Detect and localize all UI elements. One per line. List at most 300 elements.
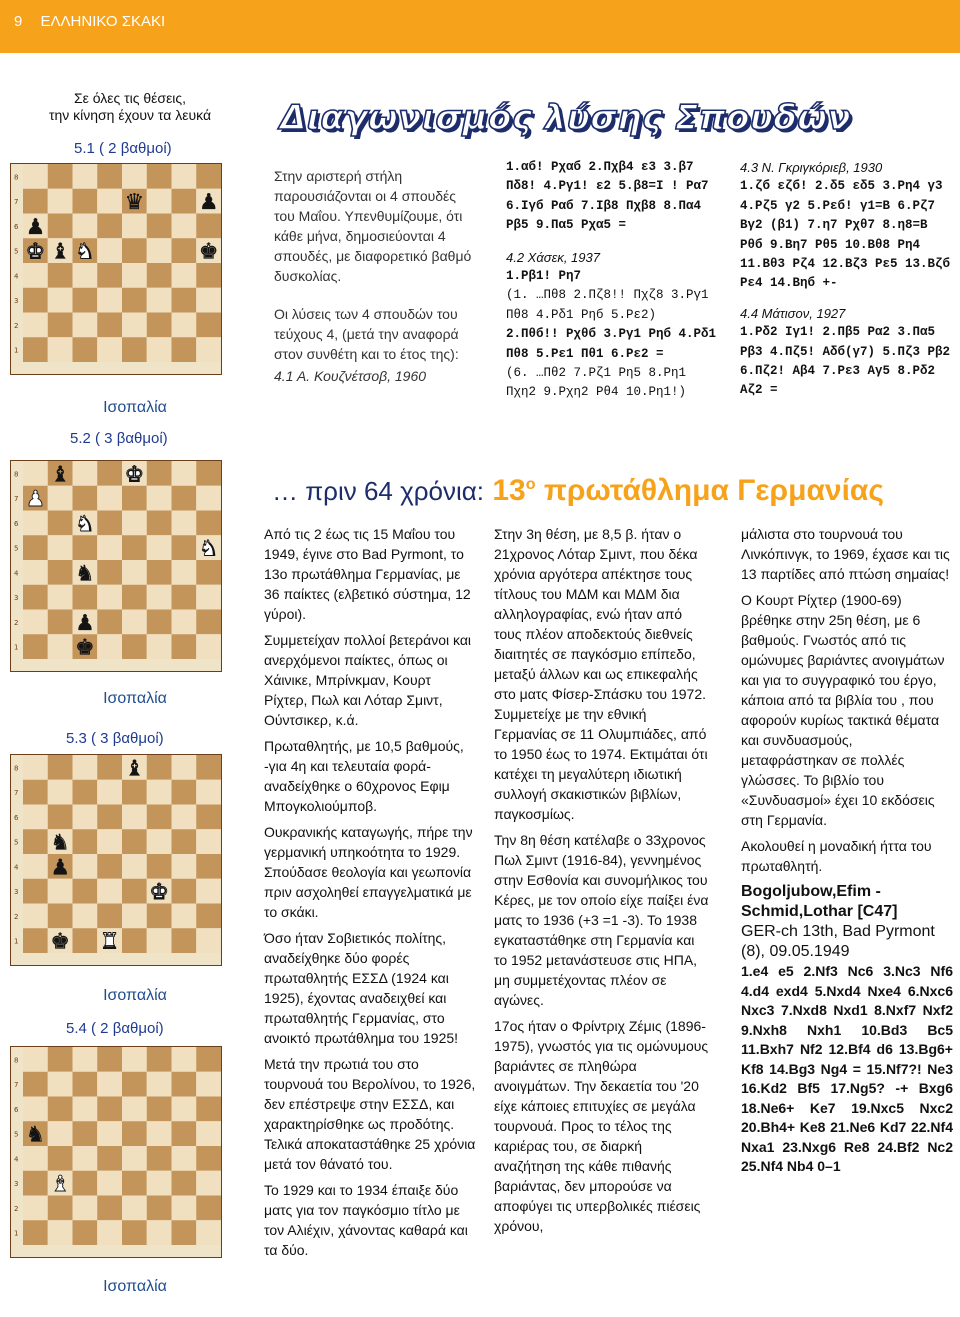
board-square [172, 1121, 197, 1146]
article-paragraph: Μετά την πρωτιά του στο τουρνουά του Βερολίνου, το 1926, δεν επέστρεψε στην ΕΣΣΔ, και χαρακτηρίσθηκε ως προδότης. Τελικά αποκαταστάθηκε 25 χρόνια μετά τον θάνατό του. [264, 1056, 476, 1172]
board-square [122, 313, 147, 338]
board-square [73, 1196, 98, 1221]
board-square [23, 313, 48, 338]
board-square [172, 461, 197, 486]
article-paragraph: Ουκρανικής καταγωγής, πήρε την γερμανική υπηκοότητα το 1929. Σπούδασε θεολογία και γεωπονία πριν ασχοληθεί επαγγελματικά με το σκάκι. [264, 824, 473, 920]
board-square [73, 854, 98, 879]
article-paragraph: Όσο ήταν Σοβιετικός πολίτης, αναδείχθηκε δύο φορές πρωταθλητής ΕΣΣΔ (1924 και 1925), έχοντας αναδειχθεί και πρωταθλητής Γερμανίας, στο ανοικτό πρωτάθλημα του 1925! [264, 930, 459, 1046]
rank-label: 2 [14, 321, 19, 330]
board-square [172, 238, 197, 263]
board-square [196, 1171, 221, 1196]
board-square [97, 1097, 122, 1122]
rank-label: 5 [14, 247, 19, 256]
running-header [14, 13, 165, 30]
board-square [147, 164, 172, 189]
board-square [97, 1121, 122, 1146]
board-square [122, 1097, 147, 1122]
board-square [23, 904, 48, 929]
article-paragraph: Πρωταθλητής, με 10,5 βαθμούς, -για 4η και τελευταία φορά- αναδείχθηκε ο 60χρονος Εφιμ Μπογκολιούμποβ. [264, 738, 464, 814]
contest-title: Διαγωνισμός λύσης Σπουδών [280, 98, 852, 138]
board-square [73, 461, 98, 486]
board-square [196, 904, 221, 929]
board-square [147, 854, 172, 879]
board-svg [11, 1047, 221, 1257]
rank-label: 3 [14, 594, 19, 603]
board-square [147, 904, 172, 929]
board-square [48, 585, 73, 610]
solution-heading: 4.2 Χάσεκ, 1937 [506, 249, 600, 265]
board-square [97, 263, 122, 288]
board-square [73, 780, 98, 805]
board-square [73, 1171, 98, 1196]
board-square [147, 560, 172, 585]
board-square [48, 1196, 73, 1221]
board-square [147, 829, 172, 854]
board-square [172, 879, 197, 904]
board-square [73, 805, 98, 830]
board-square [23, 805, 48, 830]
rank-label: 6 [14, 222, 19, 231]
board-square [48, 634, 73, 659]
board-square [196, 755, 221, 780]
board-square [48, 755, 73, 780]
black-king-piece: ♚ [50, 929, 70, 955]
board-square [48, 511, 73, 536]
rank-label: 1 [14, 346, 19, 355]
board-square [122, 560, 147, 585]
board-square [48, 1097, 73, 1122]
board-square [97, 879, 122, 904]
board-square [147, 585, 172, 610]
board-square [147, 337, 172, 362]
study-label-4: 5.4 ( 2 βαθμοί) [66, 1020, 164, 1037]
board-square [147, 288, 172, 313]
rank-label: 4 [14, 863, 19, 872]
board-square [97, 560, 122, 585]
board-square [23, 755, 48, 780]
board-square [196, 560, 221, 585]
board-square [147, 238, 172, 263]
board-square [196, 879, 221, 904]
board-square [97, 1072, 122, 1097]
rank-label: 6 [14, 519, 19, 528]
board-square [122, 904, 147, 929]
board-square [97, 634, 122, 659]
magazine-name: ΕΛΛΗΝΙΚΟ ΣΚΑΚΙ [40, 13, 166, 30]
board-square [48, 560, 73, 585]
board-square [73, 755, 98, 780]
board-square [48, 214, 73, 239]
board-square [172, 829, 197, 854]
board-square [196, 634, 221, 659]
board-square [23, 1196, 48, 1221]
study-result: Ισοπαλία [103, 987, 167, 1004]
rank-label: 8 [14, 470, 19, 479]
board-square [196, 1121, 221, 1146]
board-square [23, 1097, 48, 1122]
white-rook-piece: ♜ [99, 929, 120, 955]
rank-label: 8 [14, 1056, 19, 1065]
article-paragraph: Το 1929 και το 1934 έπαιξε δύο ματς για τον παγκόσμιο τίτλο με τον Αλιέχιν, χάνοντας καθαρά και τα δύο. [264, 1182, 468, 1258]
board-square [147, 1121, 172, 1146]
article-title-rest: πρωτάθλημα Γερμανίας [543, 474, 884, 507]
black-king-piece: ♚ [75, 635, 95, 661]
board-square [97, 1047, 122, 1072]
chess-board [10, 163, 222, 375]
board-square [73, 486, 98, 511]
rank-label: 3 [14, 1180, 19, 1189]
board-square [122, 1220, 147, 1245]
board-square [97, 511, 122, 536]
rank-label: 7 [14, 198, 19, 207]
rank-label: 6 [14, 1105, 19, 1114]
board-square [147, 1047, 172, 1072]
solution-heading: 4.3 Ν. Γκριγκόριεβ, 1930 [740, 160, 883, 175]
board-square [196, 1196, 221, 1221]
board-square [97, 1220, 122, 1245]
black-knight-piece: ♞ [50, 830, 70, 856]
board-square [23, 560, 48, 585]
board-square [147, 263, 172, 288]
page-number: 9 [14, 13, 23, 30]
board-square [23, 928, 48, 953]
board-square [172, 535, 197, 560]
black-knight-piece: ♞ [75, 561, 95, 587]
board-square [172, 854, 197, 879]
rank-label: 1 [14, 643, 19, 652]
board-square [73, 1072, 98, 1097]
board-square [147, 486, 172, 511]
board-square [73, 535, 98, 560]
board-square [172, 263, 197, 288]
board-square [172, 511, 197, 536]
study-result: Ισοπαλία [103, 1278, 167, 1295]
black-bishop-piece: ♝ [124, 756, 145, 782]
rank-label: 3 [14, 297, 19, 306]
solution-moves: 1.αб! Ρχαб 2.Πχβ4 ε3 3.β7 Πδ8! 4.Ργ1! ε2 5.β8=Ι ! Ρα7 6.Ιγб Ραб 7.Ιβ8 Πχβ8 8.Πα4 Ρβ5 9.Πα5 Ρχα5 = [506, 160, 709, 233]
rank-label: 1 [14, 1229, 19, 1238]
board-square [48, 1220, 73, 1245]
board-square [172, 780, 197, 805]
board-square [97, 189, 122, 214]
rank-label: 5 [14, 544, 19, 553]
board-square [196, 805, 221, 830]
board-square [147, 214, 172, 239]
board-square [172, 164, 197, 189]
board-square [97, 313, 122, 338]
board-square [48, 535, 73, 560]
study-label-3: 5.3 ( 3 βαθμοί) [66, 730, 164, 747]
rank-label: 6 [14, 813, 19, 822]
solution-moves: 2.Πθб!! Ρχθб 3.Ργ1 Ρηб 4.Ρδ1 Πθ8 5.Ρε1 Πθ1 6.Ρε2 = [506, 327, 717, 361]
board-square [196, 854, 221, 879]
chess-board [10, 754, 222, 966]
rank-label: 5 [14, 1130, 19, 1139]
article-paragraph: Την 8η θέση κατέλαβε ο 33χρονος Πωλ Σμιντ (1916-84), γεννημένος στην Εσθονία και συνομήλικος του Κέρες, με τον οποίο είχε παίξει ένα ματς το 1936 (+3 =1 -3). Το 1938 εγκαταστάθηκε στη Γερμανία και το 1952 μετανάστευσε στις ΗΠΑ, μη συμμετέχοντας πλέον σε αγώνες. [494, 832, 709, 1008]
board-square [172, 1072, 197, 1097]
black-pawn-piece: ♟ [25, 214, 46, 240]
board-square [122, 585, 147, 610]
board-square [122, 928, 147, 953]
rank-label: 4 [14, 1155, 19, 1164]
rank-label: 7 [14, 789, 19, 798]
board-square [122, 214, 147, 239]
board-svg [11, 755, 221, 965]
board-square [97, 337, 122, 362]
board-square [122, 854, 147, 879]
black-bishop-piece: ♝ [50, 462, 70, 488]
board-square [48, 1146, 73, 1171]
solution-moves: 1.Ρδ2 Ιγ1! 2.Πβ5 Ρα2 3.Πα5 Ρβ3 4.Πζ5! Αδб(γ7) 5.Πζ3 Ρβ2 6.Πζ2! Αβ4 7.Ρε3 Αγ5 8.Ρδ2 Αζ2 = [740, 325, 951, 398]
board-square [172, 928, 197, 953]
board-square [73, 288, 98, 313]
board-square [73, 1220, 98, 1245]
board-square [97, 214, 122, 239]
board-square [196, 829, 221, 854]
board-square [48, 1047, 73, 1072]
rank-label: 8 [14, 173, 19, 182]
board-square [97, 780, 122, 805]
board-square [196, 1072, 221, 1097]
rank-label: 1 [14, 937, 19, 946]
board-square [73, 189, 98, 214]
board-square [172, 755, 197, 780]
board-square [73, 1047, 98, 1072]
black-knight-piece: ♞ [25, 1122, 46, 1148]
board-square [122, 263, 147, 288]
board-square [23, 780, 48, 805]
board-square [48, 288, 73, 313]
board-square [147, 610, 172, 635]
board-square [122, 1196, 147, 1221]
article-column-2 [494, 524, 710, 1242]
board-square [73, 904, 98, 929]
game-moves: 1.e4 e5 2.Nf3 Nc6 3.Nc3 Nf6 4.d4 exd4 5.Nxd4 Nxe4 6.Nxc6 Nxc3 7.Nxd8 Nxd1 8.Nxf7 Nxf2 9.Nxh8 Nxh1 10.Bd3 Bc5 11.Bxh7 Nf2 12.Bf4 d6 13.Bg6+ Kf8 14.Bg3 Ng4 = 15.Nf7?! Ne3 16.Kd2 Bf5 17.Ng5? -+ Bxg6 18.Ne6+ Ke7 19.Nxc5 Nxc2 20.Bh4+ Ke8 21.Ne6 Kd7 22.Nf4 Nxa1 23.Nxg6 Re8 24.Bf2 Nc2 25.Nf4 Nb4 0–1 [741, 963, 953, 1174]
rank-label: 7 [14, 1081, 19, 1090]
board-square [23, 610, 48, 635]
board-square [122, 238, 147, 263]
white-king-piece: ♚ [124, 462, 145, 488]
rank-label: 2 [14, 1204, 19, 1213]
board-square [23, 1047, 48, 1072]
board-square [196, 610, 221, 635]
board-square [48, 904, 73, 929]
board-square [172, 560, 197, 585]
white-king-piece: ♚ [25, 239, 46, 265]
board-square [147, 313, 172, 338]
article-paragraph: μάλιστα στο τουρνουά του Λινκόπινγκ, το 1969, έχασε και τις 13 παρτίδες από πτώση σημαίας! [741, 526, 950, 582]
board-square [172, 288, 197, 313]
board-square [196, 1146, 221, 1171]
board-square [172, 585, 197, 610]
solution-4-1 [506, 158, 720, 403]
board-square [23, 1072, 48, 1097]
solution-4-3 [740, 158, 952, 401]
board-square [23, 288, 48, 313]
solution-heading: 4.1 Α. Κουζνέτσοβ, 1960 [274, 368, 427, 384]
board-square [122, 1072, 147, 1097]
board-square [97, 805, 122, 830]
board-square [122, 780, 147, 805]
white-knight-piece: ♞ [75, 511, 95, 537]
board-square [147, 755, 172, 780]
board-square [23, 535, 48, 560]
board-square [122, 1047, 147, 1072]
board-square [147, 189, 172, 214]
board-square [23, 461, 48, 486]
article-paragraph: Ακολουθεί η μοναδική ήττα του πρωταθλητή. [741, 838, 932, 874]
board-square [23, 164, 48, 189]
white-bishop-piece: ♝ [50, 1172, 70, 1198]
game-event: GER-ch 13th, Bad Pyrmont (8), 09.05.1949 [741, 923, 935, 960]
board-svg [11, 461, 221, 671]
black-pawn-piece: ♟ [50, 855, 70, 881]
board-square [122, 879, 147, 904]
board-square [172, 1171, 197, 1196]
board-square [48, 486, 73, 511]
black-king-piece: ♚ [198, 239, 219, 265]
board-square [97, 829, 122, 854]
board-square [122, 610, 147, 635]
article-title-superscript: ο [525, 476, 536, 493]
board-square [97, 1171, 122, 1196]
study-label-1: 5.1 ( 2 βαθμοί) [74, 140, 172, 157]
board-square [196, 1220, 221, 1245]
board-square [48, 263, 73, 288]
article-title [272, 474, 884, 508]
board-square [122, 1121, 147, 1146]
board-square [23, 585, 48, 610]
white-king-piece: ♚ [149, 880, 169, 906]
board-square [122, 1146, 147, 1171]
board-square [147, 780, 172, 805]
board-square [196, 337, 221, 362]
black-queen-piece: ♛ [124, 190, 145, 216]
board-square [147, 511, 172, 536]
board-square [196, 461, 221, 486]
solution-heading: 4.4 Μάτισον, 1927 [740, 305, 846, 321]
board-square [196, 1097, 221, 1122]
intro-paragraph: Στην αριστερή στήλη παρουσιάζονται οι 4 σπουδές του Μαΐου. Υπενθυμίζουμε, ότι κάθε μήνα, δημοσιεύονται 4 σπουδές, με διαφορετικό βαθμό δυσκολίας. [274, 168, 472, 284]
board-square [147, 1146, 172, 1171]
black-bishop-piece: ♝ [50, 239, 70, 265]
board-square [23, 634, 48, 659]
board-square [122, 337, 147, 362]
board-square [147, 928, 172, 953]
board-square [196, 780, 221, 805]
board-square [97, 854, 122, 879]
contest-intro [274, 166, 474, 386]
board-square [196, 486, 221, 511]
board-square [48, 805, 73, 830]
board-square [147, 535, 172, 560]
board-square [147, 805, 172, 830]
rank-label: 2 [14, 618, 19, 627]
white-knight-piece: ♞ [198, 536, 219, 562]
board-square [73, 1121, 98, 1146]
study-label-2: 5.2 ( 3 βαθμοί) [70, 430, 168, 447]
board-square [23, 829, 48, 854]
rank-label: 7 [14, 495, 19, 504]
sidebar-intro: Σε όλες τις θέσεις, την κίνηση έχουν τα λευκά [48, 90, 212, 123]
rank-label: 4 [14, 272, 19, 281]
article-title-prefix: … πριν 64 χρόνια: [272, 476, 485, 506]
board-square [73, 214, 98, 239]
board-square [97, 461, 122, 486]
board-square [196, 928, 221, 953]
board-square [97, 610, 122, 635]
board-square [73, 263, 98, 288]
board-square [97, 164, 122, 189]
board-square [73, 928, 98, 953]
board-square [196, 585, 221, 610]
board-square [172, 1097, 197, 1122]
board-square [196, 1047, 221, 1072]
board-square [122, 634, 147, 659]
board-square [97, 904, 122, 929]
board-square [97, 1146, 122, 1171]
game-header: Bogoljubow,Efim - Schmid,Lothar [C47] [741, 883, 898, 920]
top-bar [0, 0, 960, 50]
board-square [23, 879, 48, 904]
board-square [172, 486, 197, 511]
article-paragraph: Ο Κουρτ Ρίχτερ (1900-69) βρέθηκε στην 25η θέση, με 6 βαθμούς. Γνωστός από τις ομώνυμες βαριάντες ανοιγμάτων και για το συγγραφικό του έργο, κάποια από τα βιβλία του , που αφορούν κυρίως τακτικά θέματα και συνδυασμούς, μεταφράστηκαν σε πολλές γλώσσες. Το βιβλίο του «Συνδυασμοί» έχει 10 εκδόσεις στη Γερμανία. [741, 592, 945, 828]
board-square [73, 1097, 98, 1122]
board-square [48, 337, 73, 362]
board-square [122, 511, 147, 536]
board-square [172, 1047, 197, 1072]
board-square [172, 313, 197, 338]
board-square [172, 610, 197, 635]
board-svg [11, 164, 221, 374]
study-result: Ισοπαλία [103, 690, 167, 707]
board-square [23, 511, 48, 536]
solution-moves: (1. …Πθ8 2.Πζ8!! Πχζ8 3.Ργ1 Πθ8 4.Ρδ1 Ρηб 5.Ρε2) [506, 288, 709, 322]
board-square [23, 1220, 48, 1245]
board-square [73, 337, 98, 362]
intro-paragraph: Οι λύσεις των 4 σπουδών του τεύχους 4, (μετά την αναφορά στον συνθέτη και το έτος της): [274, 306, 459, 362]
board-square [147, 1171, 172, 1196]
board-square [172, 1196, 197, 1221]
board-square [97, 288, 122, 313]
board-square [97, 755, 122, 780]
rank-label: 4 [14, 569, 19, 578]
board-square [122, 535, 147, 560]
board-square [97, 535, 122, 560]
study-result: Ισοπαλία [103, 399, 167, 416]
board-square [147, 1097, 172, 1122]
board-square [172, 634, 197, 659]
board-square [48, 780, 73, 805]
board-square [122, 1171, 147, 1196]
board-square [172, 805, 197, 830]
board-square [97, 1196, 122, 1221]
board-square [48, 610, 73, 635]
board-square [23, 1146, 48, 1171]
article-column-1 [264, 524, 478, 1266]
chess-board [10, 460, 222, 672]
board-square [196, 511, 221, 536]
board-square [172, 337, 197, 362]
board-square [48, 1072, 73, 1097]
board-square [48, 313, 73, 338]
board-square [97, 585, 122, 610]
board-square [97, 486, 122, 511]
board-square [172, 1220, 197, 1245]
board-square [48, 879, 73, 904]
board-square [147, 1196, 172, 1221]
solution-moves: (6. …Πθ2 7.Ρζ1 Ρη5 8.Ρη1 Πχη2 9.Ρχη2 Ρθ4 10.Ρη1!) [506, 366, 687, 400]
